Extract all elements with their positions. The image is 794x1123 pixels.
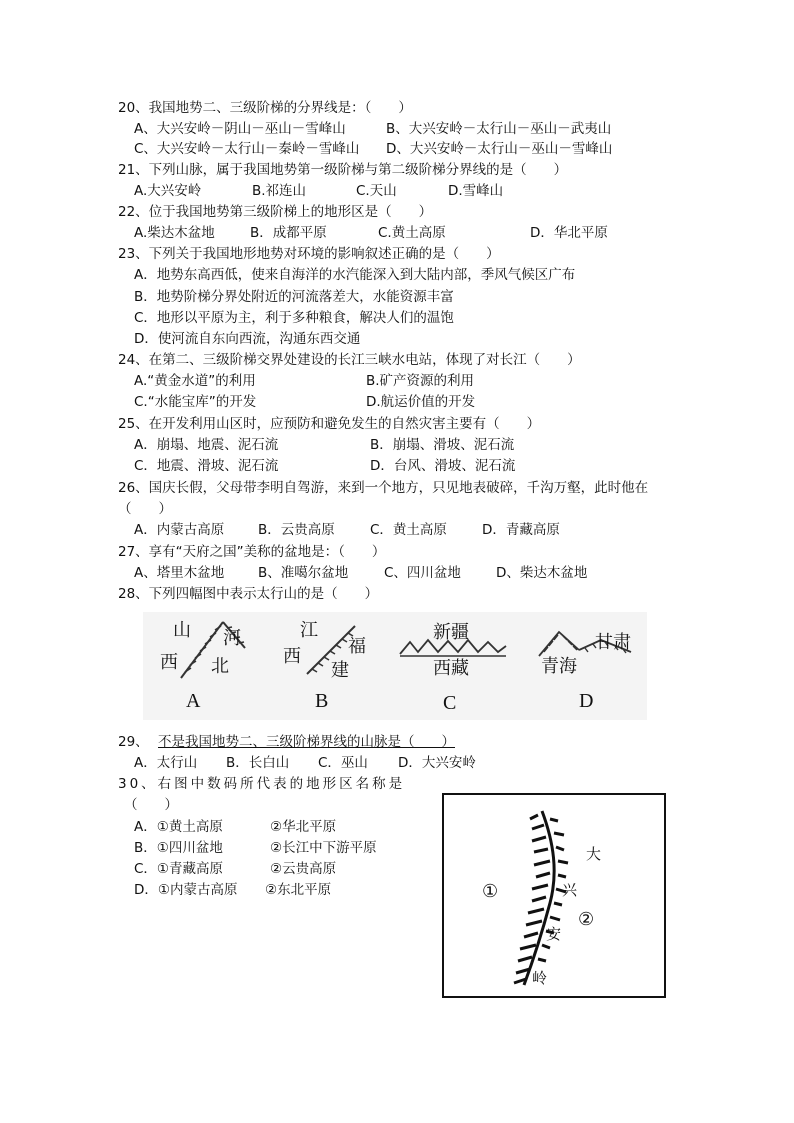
map-a-label-4: 北	[211, 656, 229, 677]
region-1-label: ①	[482, 881, 499, 902]
q24-option-d: D.航运价值的开发	[366, 394, 476, 410]
map-b-letter: B	[315, 690, 329, 712]
q24-option-a: A.“黄金水道”的利用	[134, 373, 256, 389]
q30-option-c1: C．①青藏高原	[134, 861, 224, 877]
map-d-letter: D	[579, 690, 594, 712]
q21-option-c: C.天山	[356, 183, 397, 199]
q30-option-d2: ②东北平原	[265, 882, 332, 898]
q28-stem: 28、下列四幅图中表示太行山的是（ ）	[118, 586, 379, 602]
map-b-label-4: 建	[331, 660, 349, 681]
q26-option-c: C．黄土高原	[370, 522, 447, 538]
q22-option-b: B．成都平原	[250, 225, 327, 241]
q26-option-b: B．云贵高原	[258, 522, 335, 538]
q23-stem: 23、下列关于我国地形地势对环境的影响叙述正确的是（ ）	[118, 246, 500, 262]
q20-option-c: C、大兴安岭－太行山－秦岭－雪峰山	[134, 141, 360, 157]
q22-option-c: C.黄土高原	[378, 225, 446, 241]
q21-option-d: D.雪峰山	[448, 183, 504, 199]
q27-option-a: A、塔里木盆地	[134, 565, 225, 581]
q20-option-a: A、大兴安岭－阴山－巫山－雪峰山	[134, 121, 346, 137]
q24-option-c: C.“水能宝库”的开发	[134, 394, 257, 410]
q22-option-d: D．华北平原	[530, 225, 608, 241]
q20-option-d: D、大兴安岭－太行山－巫山－雪峰山	[386, 141, 613, 157]
q26-stem-blank: （ ）	[118, 501, 172, 517]
q29-option-d: D．大兴安岭	[398, 755, 476, 771]
map-c-letter: C	[443, 692, 457, 714]
map-a-label-1: 山	[173, 620, 191, 641]
map-b-label-3: 西	[283, 646, 301, 667]
q29-option-c: C．巫山	[318, 755, 368, 771]
range-char-1: 大	[586, 845, 602, 863]
q30-option-a1: A．①黄土高原	[134, 819, 223, 835]
region-2-label: ②	[578, 909, 595, 930]
q20-option-b: B、大兴安岭－太行山－巫山－武夷山	[386, 121, 612, 137]
q23-option-a: A．地势东高西低，使来自海洋的水汽能深入到大陆内部，季风气候区广布	[134, 267, 576, 283]
q29-option-a: A．太行山	[134, 755, 198, 771]
q27-stem: 27、享有“天府之国”美称的盆地是：（ ）	[118, 544, 386, 560]
q25-option-b: B．崩塌、滑坡、泥石流	[370, 437, 515, 453]
q25-option-c: C．地震、滑坡、泥石流	[134, 458, 279, 474]
q26-stem: 26、国庆长假，父母带李明自驾游，来到一个地方，只见地表破碎，千沟万壑，此时他在	[118, 480, 649, 496]
q26-option-a: A．内蒙古高原	[134, 522, 225, 538]
q30-option-d1: D．①内蒙古高原	[134, 882, 238, 898]
q30-option-c2: ②云贵高原	[270, 861, 337, 877]
map-a-label-3: 西	[160, 652, 178, 673]
q24-stem: 24、在第二、三级阶梯交界处建设的长江三峡水电站，体现了对长江（ ）	[118, 352, 581, 368]
q21-stem: 21、下列山脉，属于我国地势第一级阶梯与第二级阶梯分界线的是（ ）	[118, 162, 568, 178]
q20-stem: 20、我国地势二、三级阶梯的分界线是：（ ）	[118, 100, 412, 116]
q29-stem: 不是我国地势二、三级阶梯界线的山脉是（ ）	[158, 734, 455, 750]
q21-option-a: A.大兴安岭	[134, 183, 202, 199]
q24-option-b: B.矿产资源的利用	[366, 373, 475, 389]
q23-option-c: C．地形以平原为主，利于多种粮食，解决人们的温饱	[134, 310, 454, 326]
map-b-label-1: 江	[300, 620, 318, 641]
map-d-label-2: 青海	[541, 656, 577, 677]
q25-option-a: A．崩塌、地震、泥石流	[134, 437, 279, 453]
q23-option-b: B．地势阶梯分界处附近的河流落差大，水能资源丰富	[134, 289, 454, 305]
q25-option-d: D．台风、滑坡、泥石流	[370, 458, 516, 474]
q26-option-d: D．青藏高原	[482, 522, 560, 538]
q29-number: 29、	[118, 734, 149, 750]
map-a-letter: A	[186, 690, 201, 712]
q30-option-b1: B．①四川盆地	[134, 840, 223, 856]
q25-stem: 25、在开发利用山区时，应预防和避免发生的自然灾害主要有（ ）	[118, 416, 541, 432]
q28-map-figure	[143, 612, 647, 720]
map-b-label-2: 福	[348, 636, 366, 657]
q27-option-b: B、准噶尔盆地	[258, 565, 349, 581]
q22-option-a: A.柴达木盆地	[134, 225, 215, 241]
range-char-4: 岭	[532, 969, 548, 987]
map-d-label-1: 甘肃	[595, 632, 631, 653]
q30-option-a2: ②华北平原	[270, 819, 337, 835]
q30-stem: 30、右图中数码所代表的地形区名称是	[118, 776, 406, 792]
q30-option-b2: ②长江中下游平原	[270, 840, 377, 856]
q21-option-b: B.祁连山	[252, 183, 307, 199]
range-char-3: 安	[546, 925, 562, 943]
q30-figure	[442, 793, 666, 998]
q29-option-b: B．长白山	[226, 755, 290, 771]
map-a-label-2: 河	[223, 628, 241, 649]
range-char-2: 兴	[562, 881, 578, 899]
q22-stem: 22、位于我国地势第三级阶梯上的地形区是（ ）	[118, 204, 433, 220]
q23-option-d: D．使河流自东向西流，沟通东西交通	[134, 331, 361, 347]
map-c-label-1: 新疆	[433, 622, 469, 643]
q27-option-d: D、柴达木盆地	[496, 565, 588, 581]
q27-option-c: C、四川盆地	[384, 565, 461, 581]
q30-stem-blank: （ ）	[124, 797, 178, 813]
map-c-label-2: 西藏	[433, 658, 469, 679]
